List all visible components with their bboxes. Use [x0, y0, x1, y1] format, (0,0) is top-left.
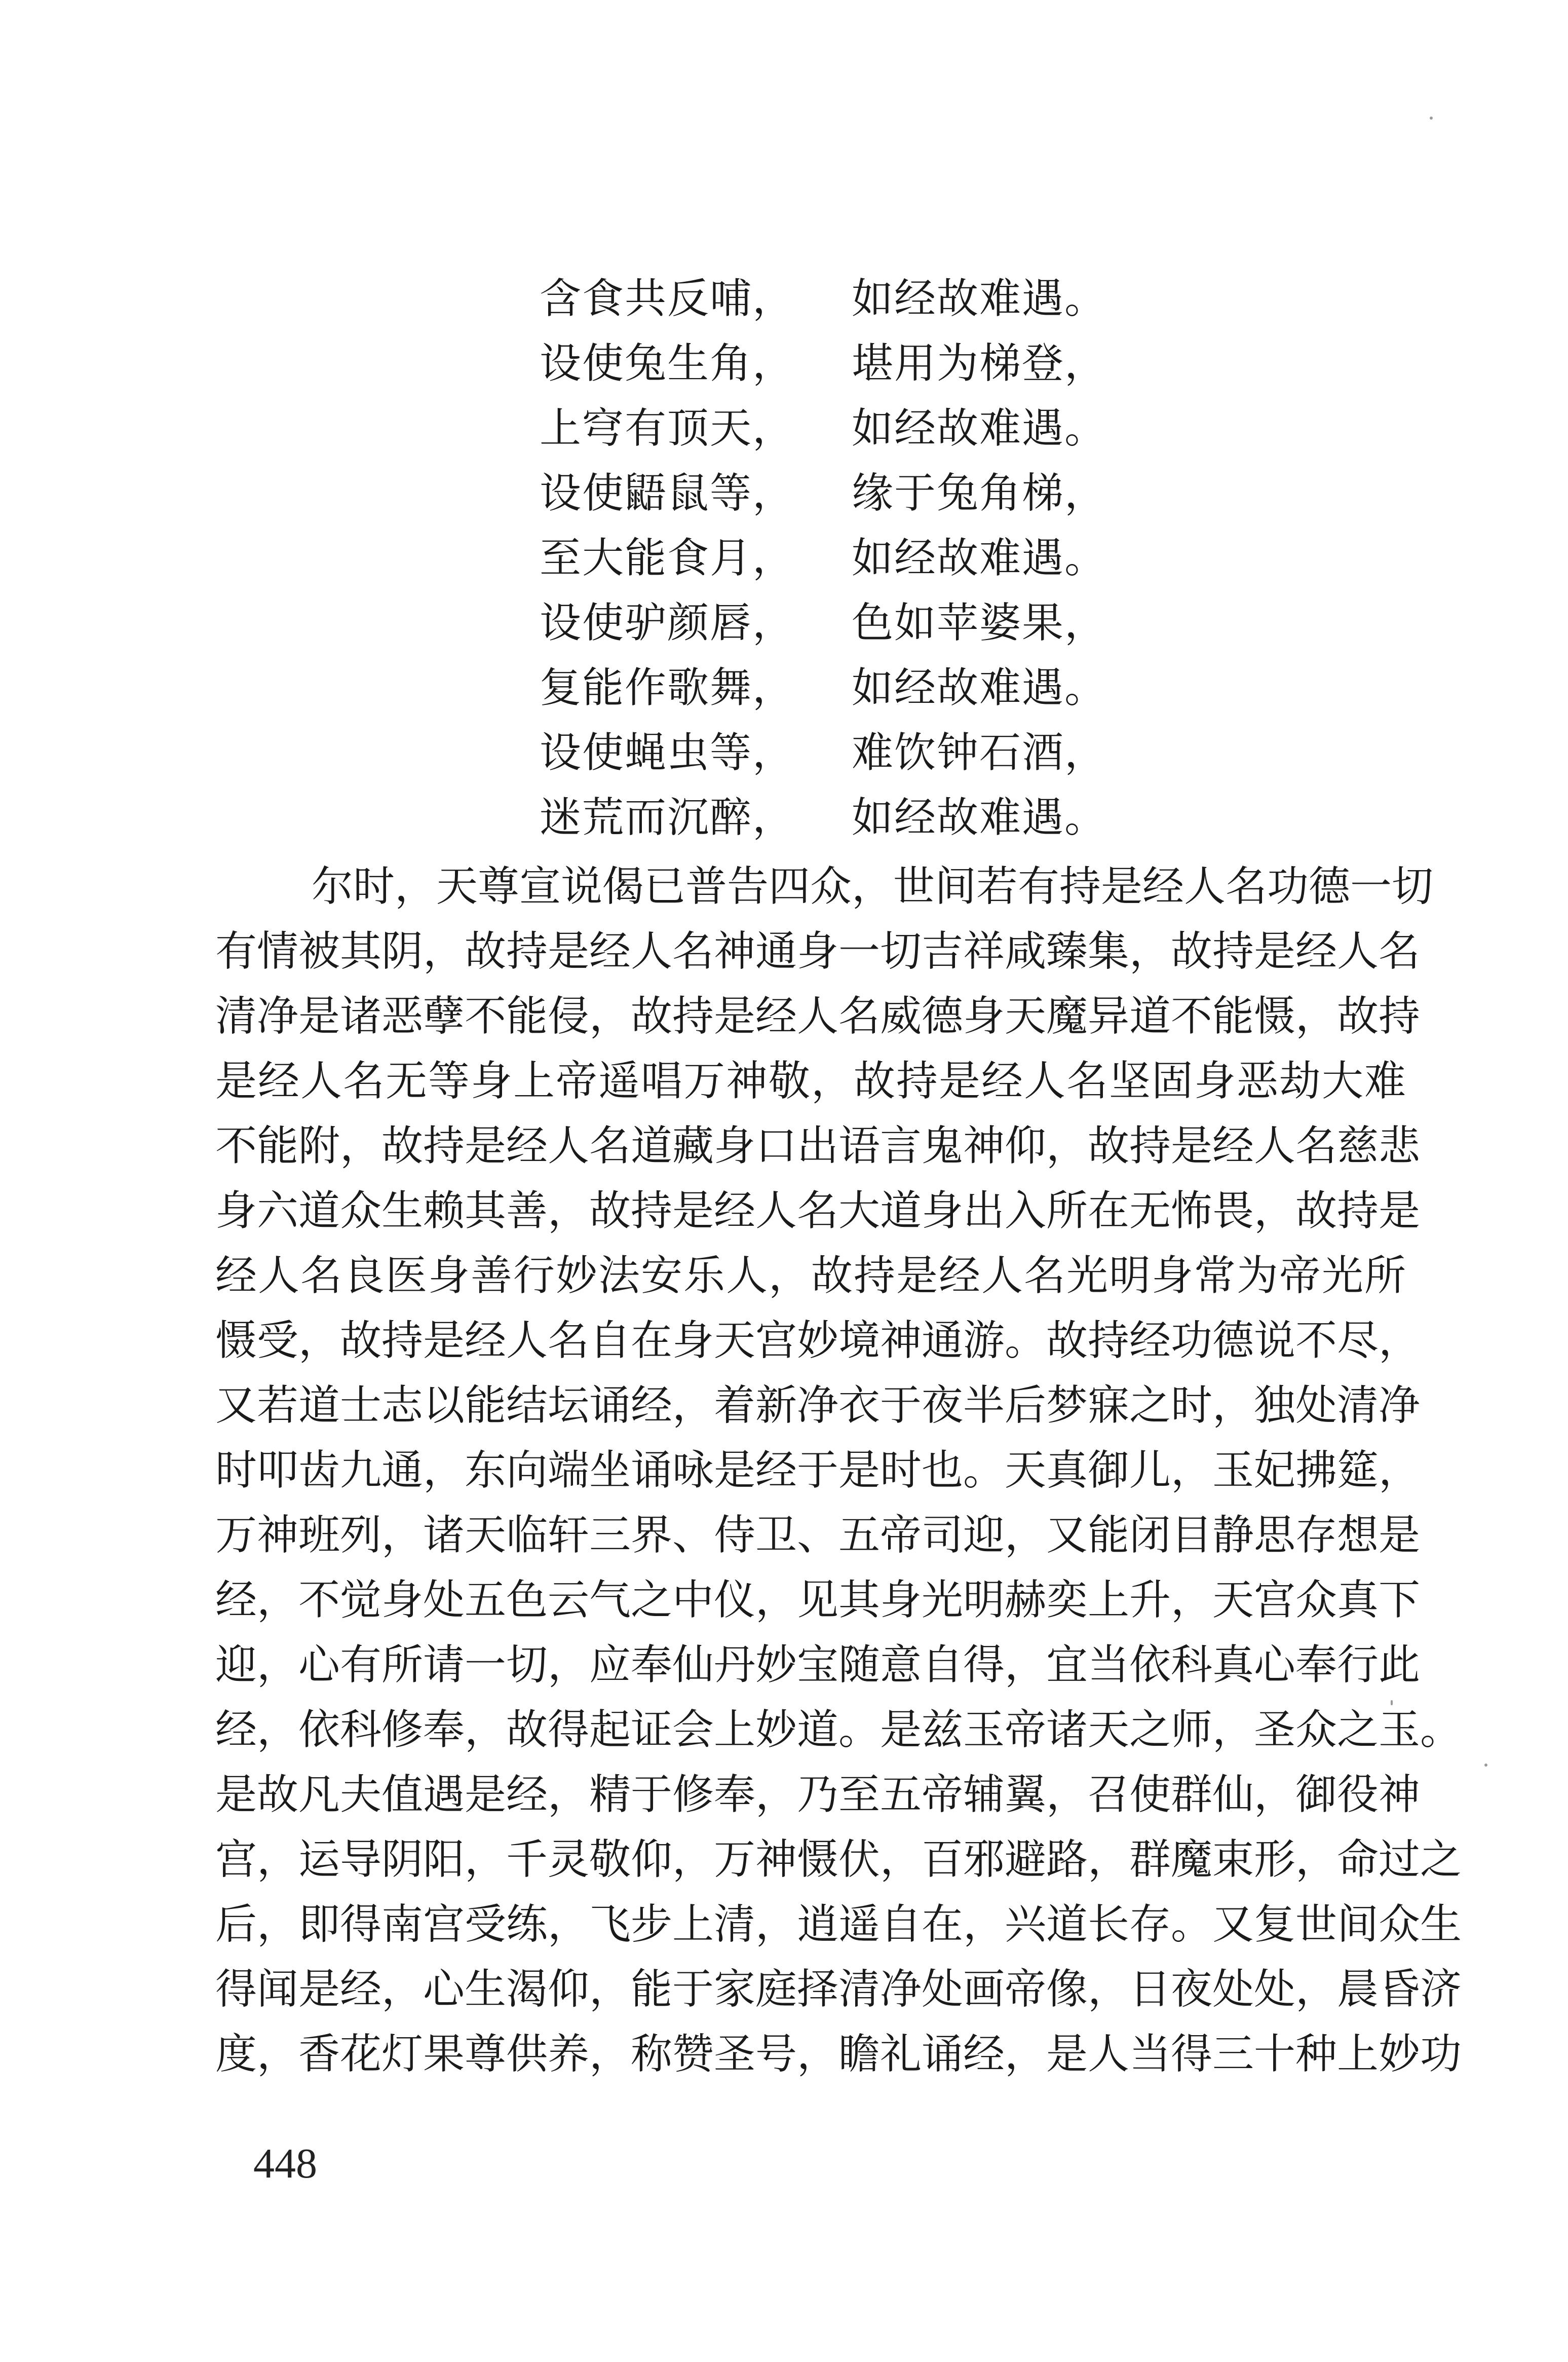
- prose-line: 经人名良医身善行妙法安乐人，故持是经人名光明身常为帝光所: [215, 1252, 1406, 1300]
- verse-left: 至大能食月，: [540, 534, 795, 582]
- page-number: 448: [253, 2140, 317, 2187]
- verse-right: 如经故难遇。: [852, 275, 1107, 323]
- prose-line: 是故凡夫值遇是经，精于修奉，乃至五帝辅翼，召使群仙，御役神: [215, 1771, 1421, 1819]
- scan-speck: [1430, 117, 1433, 120]
- prose-line: 时叩齿九通，东向端坐诵咏是经于是时也。天真御儿，玉妃拂筵，: [215, 1446, 1421, 1494]
- verse-right: 堪用为梯登，: [852, 340, 1107, 388]
- prose-line: 经，依科修奉，故得起证会上妙道。是兹玉帝诸天之师，圣众之玉。: [215, 1706, 1462, 1754]
- prose-line: 清净是诸恶孽不能侵，故持是经人名威德身天魔异道不能慑，故持: [215, 992, 1421, 1040]
- prose-line: 不能附，故持是经人名道藏身口出语言鬼神仰，故持是经人名慈悲: [215, 1122, 1421, 1170]
- prose-line: 宫，运导阴阳，千灵敬仰，万神慑伏，百邪避路，群魔束形，命过之: [215, 1835, 1462, 1884]
- prose-line: 身六道众生赖其善，故持是经人名大道身出入所在无怖畏，故持是: [215, 1187, 1421, 1235]
- prose-line: 度，香花灯果尊供养，称赞圣号，瞻礼诵经，是人当得三十种上妙功: [215, 2030, 1462, 2078]
- verse-left: 设使驴颜唇，: [540, 599, 795, 647]
- verse-left: 复能作歌舞，: [540, 664, 795, 712]
- verse-line: [540, 274, 1249, 339]
- verse-right: 如经故难遇。: [852, 404, 1107, 453]
- verse-line: [540, 663, 1249, 728]
- verse-right: 如经故难遇。: [852, 534, 1107, 582]
- verse-line: [540, 468, 1249, 533]
- prose-line: 经，不觉身处五色云气之中仪，见其身光明赫奕上升，天宫众真下: [215, 1576, 1421, 1624]
- prose-line: 是经人名无等身上帝遥唱万神敬，故持是经人名坚固身恶劫大难: [215, 1057, 1406, 1105]
- prose-line: 尔时，天尊宣说偈已普告四众，世间若有持是经人名功德一切: [312, 863, 1434, 911]
- scan-speck: [1391, 1700, 1393, 1705]
- verse-left: 设使鼯鼠等，: [540, 469, 795, 517]
- prose-line: 后，即得南宫受练，飞步上清，逍遥自在，兴道长存。又复世间众生: [215, 1900, 1462, 1948]
- verse-right: 缘于兔角梯，: [852, 469, 1107, 517]
- verse-line: [540, 533, 1249, 598]
- verse-line: [540, 403, 1249, 468]
- verse-left: 迷荒而沉醉，: [540, 794, 795, 842]
- verse-right: 如经故难遇。: [852, 664, 1107, 712]
- prose-line: 慑受，故持是经人名自在身天宫妙境神通游。故持经功德说不尽，: [215, 1317, 1421, 1365]
- verse-right: 如经故难遇。: [852, 794, 1107, 842]
- verse-right: 难饮钟石酒，: [852, 729, 1107, 777]
- verse-left: 含食共反哺，: [540, 275, 795, 323]
- prose-line: 有情被其阴，故持是经人名神通身一切吉祥咸臻集，故持是经人名: [215, 927, 1421, 976]
- verse-right: 色如苹婆果，: [852, 599, 1107, 647]
- verse-left: 设使蝇虫等，: [540, 729, 795, 777]
- verse-line: [540, 339, 1249, 403]
- verse-line: [540, 728, 1249, 793]
- prose-line: 迎，心有所请一切，应奉仙丹妙宝随意自得，宜当依科真心奉行此: [215, 1641, 1421, 1689]
- verse-line: [540, 598, 1249, 663]
- verse-line: [540, 793, 1249, 857]
- prose-paragraph: [215, 861, 1462, 2094]
- prose-line: 万神班列，诸天临轩三界、侍卫、五帝司迎，又能闭目静思存想是: [215, 1511, 1421, 1559]
- verse-left: 上穹有顶天，: [540, 404, 795, 453]
- verse-block: [540, 274, 1249, 857]
- verse-left: 设使兔生角，: [540, 340, 795, 388]
- scan-speck: [1484, 1764, 1487, 1767]
- prose-line: 得闻是经，心生渴仰，能于家庭择清净处画帝像，日夜处处，晨昏济: [215, 1965, 1462, 2013]
- prose-line: 又若道士志以能结坛诵经，着新净衣于夜半后梦寐之时，独处清净: [215, 1381, 1421, 1430]
